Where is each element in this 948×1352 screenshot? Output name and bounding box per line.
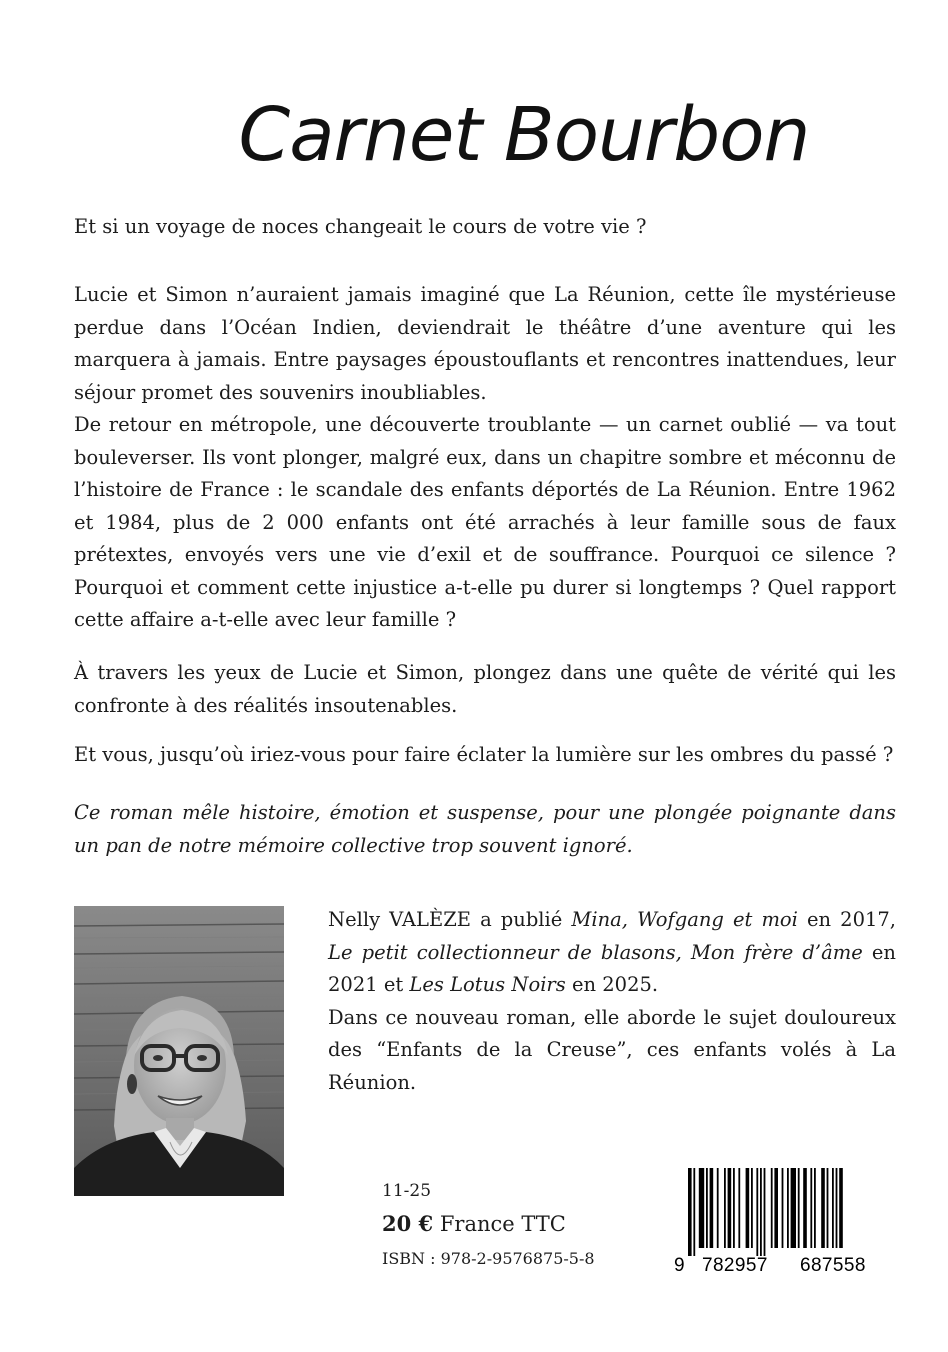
book-title-2: Le petit collectionneur de blasons, Mon frère d’âme — [328, 940, 863, 964]
barcode-bar — [746, 1168, 750, 1248]
barcode-bar — [688, 1168, 692, 1256]
barcode-bar — [798, 1168, 800, 1248]
synopsis-paragraph-3-text: Et vous, jusqu’où iriez-vous pour faire éclater la lumière sur les ombres du passé ? — [74, 743, 894, 766]
synopsis-part-a: Lucie et Simon n’auraient jamais imaginé que La Réunion, cette île mystérieuse perdue dans l’Océan Indien, deviendrait le théâtre d’une aventure qui les marquera à jamais. Entre paysages époustouflants et rencontres inattendues, leur séjour promet des souvenirs inoubliables. — [74, 283, 896, 404]
tagline — [74, 797, 896, 862]
barcode-bar — [839, 1168, 843, 1248]
barcode-bar — [821, 1168, 825, 1248]
barcode-group-right: 687558 — [800, 1255, 866, 1276]
barcode-bar — [832, 1168, 834, 1248]
barcode-group-left: 782957 — [702, 1255, 768, 1276]
author-portrait-image — [74, 906, 284, 1196]
barcode-bar — [827, 1168, 829, 1248]
hook-question — [74, 211, 896, 244]
barcode-bar — [791, 1168, 796, 1248]
barcode-bar — [836, 1168, 838, 1248]
barcode-bar — [738, 1168, 740, 1248]
synopsis-part-b: De retour en métropole, une découverte troublante — un carnet oublié — va tout bouleverser. Ils vont plonger, malgré eux, dans un chapitre sombre et méconnu de l’histoire de France : le scandale des enfants déportés de La Réunion. Entre 1962 et 1984, plus de 2 000 enfants ont été arrachés à leur famille sous de faux prétextes, envoyés vers une vie d’exil et de souffrance. Pourquoi ce silence ? Pourquoi et comment cette injustice a-t-elle pu durer si longtemps ? Quel rapport cette affaire a-t-elle avec leur famille ? — [74, 413, 896, 631]
barcode-digit-first: 9 — [674, 1255, 685, 1276]
isbn: ISBN : 978-2-9576875-5-8 — [382, 1249, 595, 1268]
price-label: France TTC — [433, 1212, 566, 1236]
book-title-3: Les Lotus Noirs — [409, 973, 566, 996]
synopsis-paragraph-3 — [74, 739, 896, 772]
edition-code: 11-25 — [382, 1181, 432, 1201]
author-bio-paragraph-1 — [328, 904, 896, 1002]
barcode-bar — [710, 1168, 714, 1248]
hook-question-text: Et si un voyage de noces changeait le cours de votre vie ? — [74, 215, 647, 238]
author-bio-text-3: en 2021 et — [328, 940, 896, 996]
barcode-bar — [756, 1168, 758, 1256]
author-bio-text-1: Nelly VALÈZE a publié — [328, 908, 572, 931]
barcode-bar — [782, 1168, 784, 1248]
barcode-bar — [774, 1168, 778, 1248]
book-title-1: Mina, Wofgang et moi — [571, 908, 798, 931]
barcode-bar — [810, 1168, 812, 1248]
barcode-bar — [787, 1168, 789, 1248]
price-amount: 20 € — [382, 1211, 434, 1236]
author-bio-paragraph-2: Dans ce nouveau roman, elle aborde le sujet douloureux des “Enfants de la Creuse”, ces enfants volés à La Réunion. — [328, 1005, 896, 1094]
barcode-bar — [803, 1168, 807, 1248]
author-photo — [74, 906, 284, 1196]
book-title: Carnet Bourbon — [238, 92, 810, 178]
barcode-bar — [717, 1168, 719, 1248]
barcode-bar — [706, 1168, 708, 1248]
tagline-text: Ce roman mêle histoire, émotion et suspense, pour une plongée poignante dans un pan de notre mémoire collective trop souvent ignoré. — [74, 801, 896, 857]
publication-info — [382, 1180, 595, 1270]
barcode-bar — [693, 1168, 695, 1256]
barcode-bar — [764, 1168, 766, 1256]
barcode-bar — [728, 1168, 732, 1248]
synopsis-paragraph-1 — [74, 279, 896, 637]
synopsis-paragraph-2 — [74, 657, 896, 722]
barcode-bar — [814, 1168, 816, 1248]
barcode-bar — [699, 1168, 704, 1248]
barcode-bar — [733, 1168, 735, 1248]
synopsis-paragraph-2-text: À travers les yeux de Lucie et Simon, plongez dans une quête de vérité qui les confronte à des réalités insoutenables. — [74, 661, 896, 717]
barcode-bars — [664, 1162, 894, 1282]
author-bio-text-2: en 2017, — [797, 908, 897, 931]
author-bio-text-4: en 2025. — [565, 973, 659, 996]
author-bio — [328, 904, 896, 1099]
barcode-bar — [724, 1168, 726, 1248]
barcode-bar — [760, 1168, 762, 1256]
barcode-bar — [771, 1168, 773, 1248]
barcode-bar — [751, 1168, 753, 1248]
price — [382, 1210, 595, 1238]
isbn-barcode — [664, 1162, 894, 1282]
